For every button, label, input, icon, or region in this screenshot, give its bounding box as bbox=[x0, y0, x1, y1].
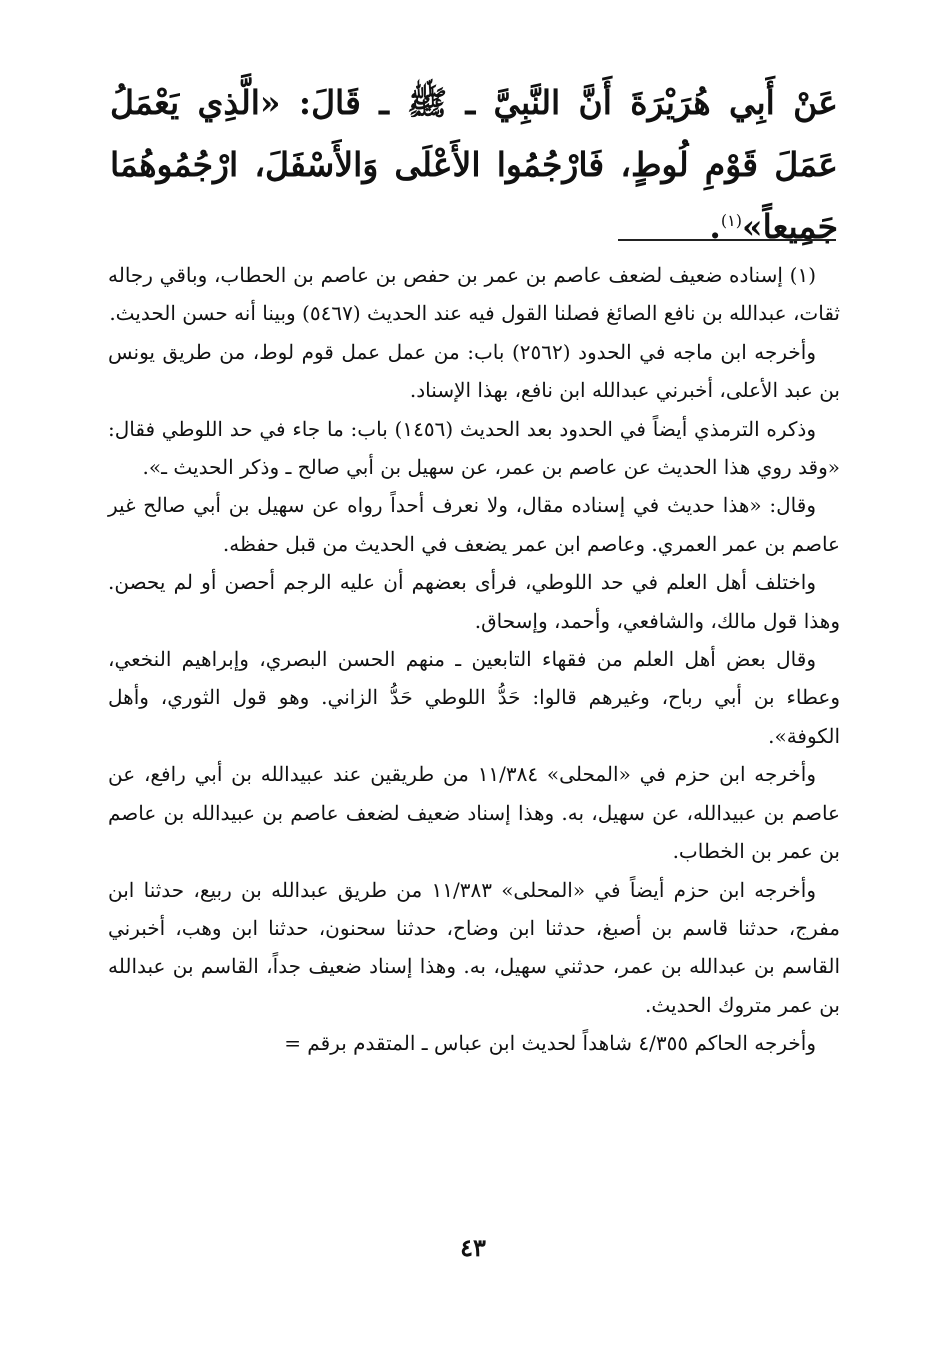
hadith-text bbox=[110, 72, 838, 258]
hadith-body: عَنْ أَبِي هُرَيْرَةَ أَنَّ النَّبِيَّ ـ ﷺ ـ قَالَ: «الَّذِي يَعْمَلُ عَمَلَ قَوْمِ لُوطٍ، فَارْجُمُوا الأَعْلَى وَالأَسْفَلَ، ارْجُمُوهُمَا جَمِيعاً» bbox=[110, 83, 838, 246]
footnote-paragraph-9: وأخرجه الحاكم ٤/٣٥٥ شاهداً لحديث ابن عباس ـ المتقدم برقم = bbox=[284, 1031, 816, 1056]
footnote-paragraph-7: وأخرجه ابن حزم في «المحلى» ١١/٣٨٤ من طريقين عند عبيدالله بن أبي رافع، عن عاصم بن عبيدالله، عن سهيل، به. وهذا إسناد ضعيف لضعف عاصم بن عبيدالله بن عاصم بن عمر بن الخطاب. bbox=[108, 762, 840, 864]
footnote-paragraph-4: وقال: «هذا حديث في إسناده مقال، ولا نعرف أحداً رواه عن سهيل بن أبي صالح غير عاصم بن عمر العمري. وعاصم ابن عمر يضعف في الحديث من قبل حفظه. bbox=[108, 493, 840, 556]
footnote-paragraph-2: وأخرجه ابن ماجه في الحدود (٢٥٦٢) باب: من عمل عمل قوم لوط، من طريق يونس بن عبد الأعلى، أخبرني عبدالله ابن نافع، بهذا الإسناد. bbox=[108, 339, 840, 403]
page-number: ٤٣ bbox=[460, 1233, 486, 1262]
hadith-end: . bbox=[709, 207, 721, 246]
footnote-paragraph-8: وأخرجه ابن حزم أيضاً في «المحلى» ١١/٣٨٣ من طريق عبدالله بن ربيع، حدثنا ابن مفرج، حدثنا قاسم بن أصبغ، حدثنا ابن وضاح، حدثنا سحنون، حدثنا ابن وهب، أخبرني القاسم بن عبدالله بن عمر، حدثني سهيل، به. وهذا إسناد ضعيف جداً، القاسم بن عبدالله بن عمر متروك الحديث. bbox=[108, 877, 840, 1017]
footnote-separator bbox=[618, 239, 836, 241]
footnote-paragraph-6: وقال بعض أهل العلم من فقهاء التابعين ـ منهم الحسن البصري، وإبراهيم النخعي، وعطاء بن أبي رباح، وغيرهم قالوا: حَدُّ اللوطي حَدُّ الزاني. وهو قول الثوري، وأهل الكوفة». bbox=[108, 647, 841, 748]
footnote-paragraph-3: وذكره الترمذي أيضاً في الحدود بعد الحديث (١٤٥٦) باب: ما جاء في حد اللوطي فقال: «وقد روي هذا الحديث عن عاصم بن عمر، عن سهيل بن أبي صالح ـ وذكر الحديث ـ». bbox=[108, 416, 840, 480]
footnote-paragraph-5: واختلف أهل العلم في حد اللوطي، فرأى بعضهم أن عليه الرجم أحصن أو لم يحصن. وهذا قول مالك، والشافعي، وأحمد، وإسحاق. bbox=[108, 570, 840, 633]
footnotes bbox=[108, 256, 840, 1063]
footnote-paragraph-1: (١) إسناده ضعيف لضعف عاصم بن عمر بن حفص بن عاصم بن الحطاب، وباقي رجاله ثقات، عبدالله بن نافع الصائغ فصلنا القول فيه عند الحديث (٥٤٦٧) وبينا أنه حسن الحديث. bbox=[108, 263, 840, 326]
footnote-marker: (١) bbox=[720, 211, 742, 230]
